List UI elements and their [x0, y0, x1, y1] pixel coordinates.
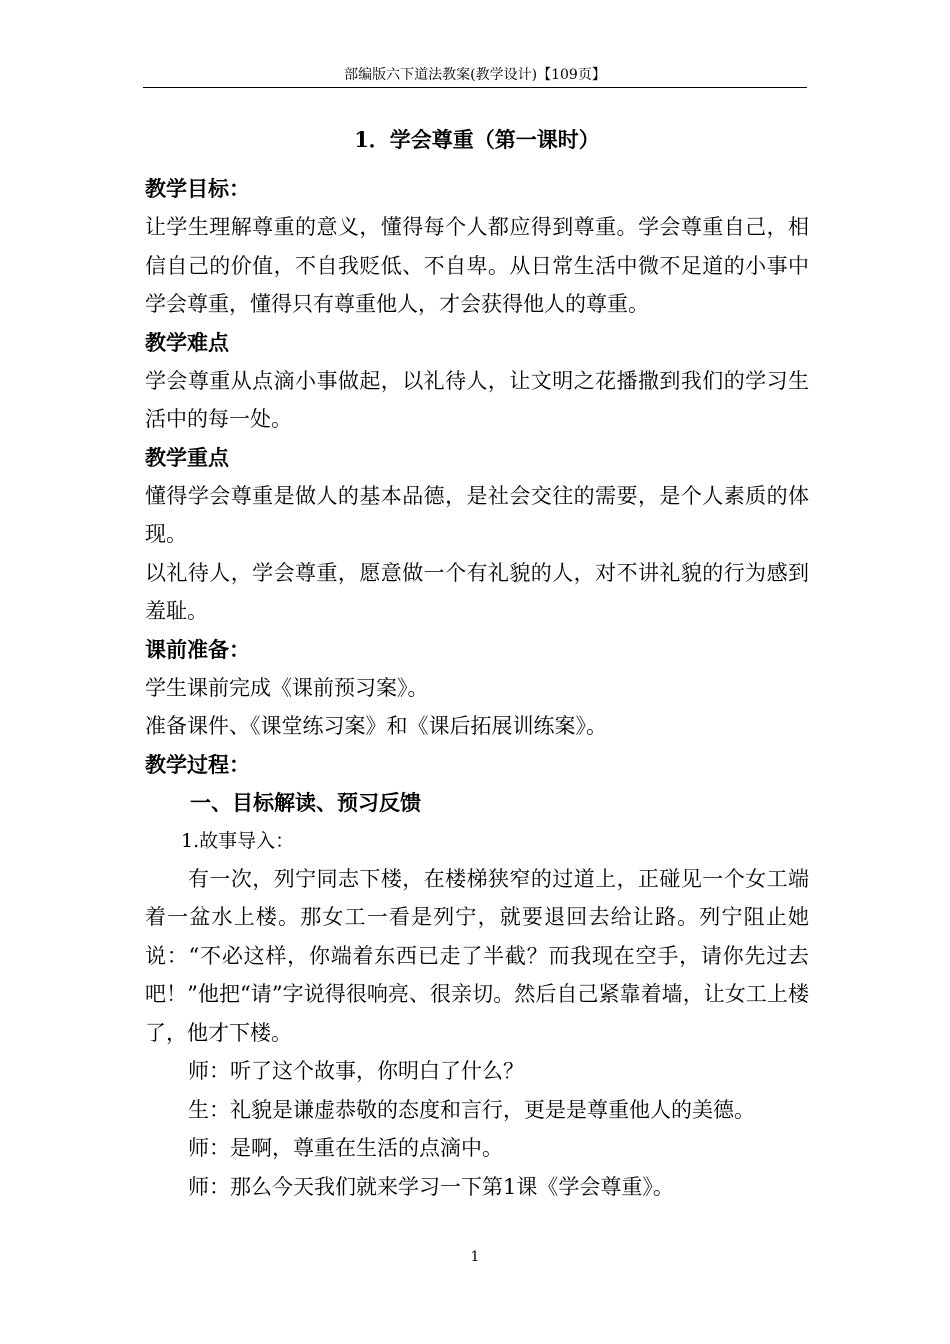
- dialog-line: 师：是啊，尊重在生活的点滴中。: [188, 1136, 503, 1160]
- dialog-line: 师：那么今天我们就来学习一下第1课《学会尊重》。: [188, 1174, 674, 1199]
- difficulty-heading: 教学难点: [145, 329, 229, 355]
- preparation-heading: 课前准备：: [145, 636, 250, 662]
- preparation-text-1: 学生课前完成《课前预习案》。: [145, 675, 429, 700]
- key-points-heading: 教学重点: [145, 444, 229, 470]
- key-points-text-2: 以礼待人，学会尊重，愿意做一个有礼貌的人，对不讲礼貌的行为感到羞耻。: [145, 560, 809, 623]
- dialog-line: 生：礼貌是谦虚恭敬的态度和言行，更是是尊重他人的美德。: [188, 1097, 755, 1122]
- key-points-text-1: 懂得学会尊重是做人的基本品德，是社会交往的需要，是个人素质的体现。: [145, 483, 809, 546]
- process-heading: 教学过程：: [145, 751, 250, 777]
- document-body: [145, 122, 809, 1206]
- goals-text: 让学生理解尊重的意义，懂得每个人都应得到尊重。学会尊重自己，相信自己的价值，不自我贬低、不自卑。从日常生活中微不足道的小事中学会尊重，懂得只有尊重他人，才会获得他人的尊重。: [145, 215, 809, 316]
- process-subheading-1: 一、目标解读、预习反馈: [190, 789, 421, 815]
- page-header: 部编版六下道法教案(教学设计)【109页】: [344, 67, 606, 83]
- lesson-title: 1．学会尊重（第一课时）: [354, 127, 600, 152]
- story-text: 有一次，列宁同志下楼，在楼梯狭窄的过道上，正碰见一个女工端着一盆水上楼。那女工一看是列宁，就要退回去给让路。列宁阻止她说：“不必这样，你端着东西已走了半截？而我现在空手，请你先过去吧！”他把“请”字说得很响亮、很亲切。然后自己紧靠着墙，让女工上楼了，他才下楼。: [145, 866, 809, 1045]
- header-rule: [143, 87, 807, 88]
- dialog-line: 师：听了这个故事，你明白了什么？: [188, 1059, 524, 1083]
- process-item-1: 1.故事导入：: [181, 829, 295, 852]
- preparation-text-2: 准备课件、《课堂练习案》和《课后拓展训练案》。: [145, 714, 607, 738]
- difficulty-text: 学会尊重从点滴小事做起，以礼待人，让文明之花播撒到我们的学习生活中的每一处。: [145, 368, 809, 431]
- page-number: 1: [470, 1249, 480, 1265]
- goals-heading: 教学目标：: [145, 176, 250, 201]
